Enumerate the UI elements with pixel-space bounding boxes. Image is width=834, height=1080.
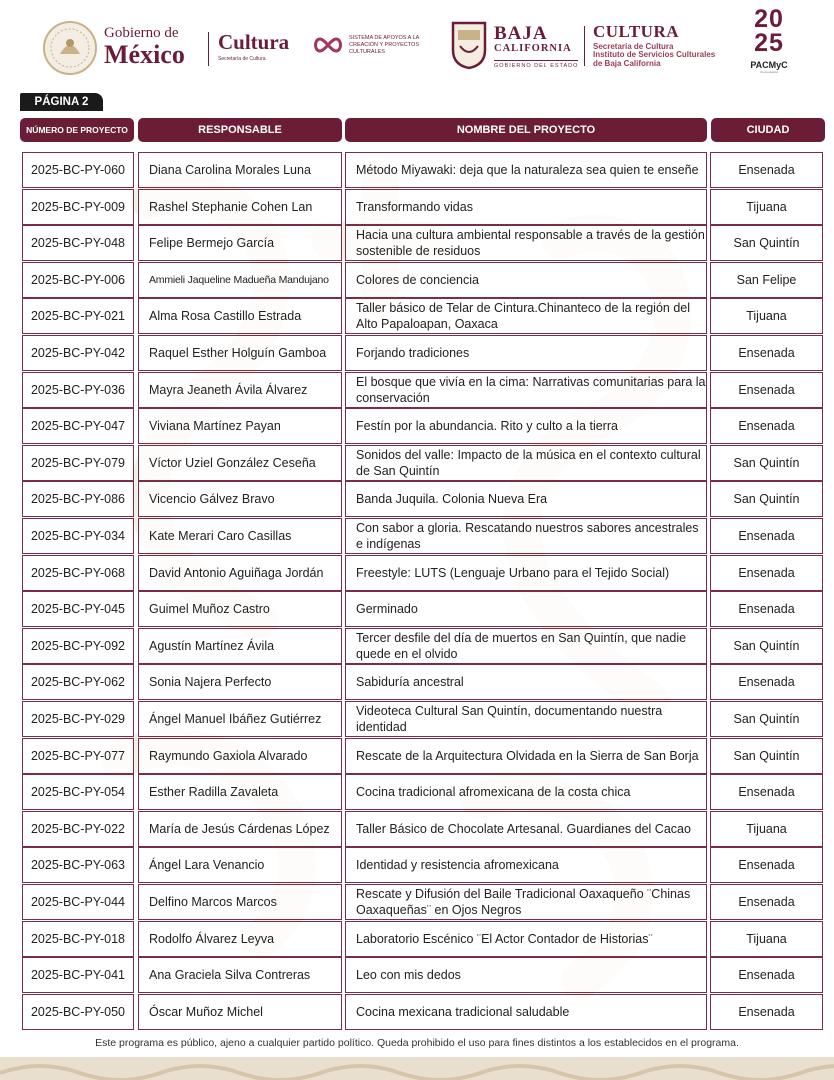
city-cell: Ensenada <box>710 555 823 591</box>
project-id-cell: 2025-BC-PY-068 <box>22 555 134 591</box>
project-name-cell: Rescate y Difusión del Baile Tradicional Oaxaqueño ¨Chinas Oaxaqueñas¨ en Ojos Negros <box>345 884 707 920</box>
table-row <box>0 298 834 334</box>
responsable-cell: Óscar Muñoz Michel <box>138 994 342 1030</box>
table-row <box>0 774 834 810</box>
column-header-nombre: NOMBRE DEL PROYECTO <box>345 118 707 142</box>
city-cell: Ensenada <box>710 664 823 700</box>
mexico-seal-icon <box>42 20 98 76</box>
responsable-cell: Raymundo Gaxiola Alvarado <box>138 738 342 774</box>
city-cell: San Felipe <box>710 262 823 298</box>
city-cell: Ensenada <box>710 408 823 444</box>
cultura-subtitle: Secretaría de Cultura <box>218 56 266 62</box>
table-row <box>0 445 834 481</box>
program-name: PACMyC <box>750 59 788 70</box>
project-name-cell: Colores de conciencia <box>345 262 707 298</box>
project-name-cell: Freestyle: LUTS (Lenguaje Urbano para el Tejido Social) <box>345 555 707 591</box>
gobierno-big: México <box>104 40 185 69</box>
baja-california-logo <box>494 24 578 69</box>
table-row <box>0 847 834 883</box>
project-id-cell: 2025-BC-PY-041 <box>22 957 134 993</box>
project-name-cell: Banda Juquila. Colonia Nueva Era <box>345 481 707 517</box>
project-name-cell: Con sabor a gloria. Rescatando nuestros sabores ancestrales e indígenas <box>345 518 707 554</box>
table-row <box>0 372 834 408</box>
table-row <box>0 481 834 517</box>
project-id-cell: 2025-BC-PY-047 <box>22 408 134 444</box>
project-name-cell: Identidad y resistencia afromexicana <box>345 847 707 883</box>
cultura-bc-line3: de Baja California <box>593 58 661 68</box>
responsable-cell: Delfino Marcos Marcos <box>138 884 342 920</box>
project-name-cell: Leo con mis dedos <box>345 957 707 993</box>
responsable-cell: Viviana Martínez Payan <box>138 408 342 444</box>
project-id-cell: 2025-BC-PY-029 <box>22 701 134 737</box>
table-row <box>0 811 834 847</box>
year-top: 20 <box>754 5 784 33</box>
city-cell: Ensenada <box>710 994 823 1030</box>
column-header-responsable: RESPONSABLE <box>138 118 342 142</box>
city-cell: Ensenada <box>710 591 823 627</box>
responsable-cell: Rodolfo Álvarez Leyva <box>138 921 342 957</box>
project-id-cell: 2025-BC-PY-009 <box>22 189 134 225</box>
responsable-cell: Rashel Stephanie Cohen Lan <box>138 189 342 225</box>
footer-disclaimer: Este programa es público, ajeno a cualquier partido político. Queda prohibido el uso para fines distintos a los establecidos en el programa. <box>95 1037 739 1049</box>
cultura-logo <box>218 32 289 62</box>
project-name-cell: Rescate de la Arquitectura Olvidada en la Sierra de San Borja <box>345 738 707 774</box>
project-name-cell: Tercer desfile del día de muertos en San Quintín, que nadie quede en el olvido <box>345 628 707 664</box>
project-id-cell: 2025-BC-PY-034 <box>22 518 134 554</box>
table-row <box>0 152 834 188</box>
project-id-cell: 2025-BC-PY-060 <box>22 152 134 188</box>
responsable-cell: Felipe Bermejo García <box>138 225 342 261</box>
baja-line1: BAJA <box>494 23 548 44</box>
city-cell: Tijuana <box>710 298 823 334</box>
table-row <box>0 335 834 371</box>
project-id-cell: 2025-BC-PY-006 <box>22 262 134 298</box>
table-row <box>0 738 834 774</box>
infinity-icon <box>312 36 344 54</box>
header-divider <box>208 32 209 66</box>
city-cell: Ensenada <box>710 372 823 408</box>
header-divider-2 <box>584 26 585 66</box>
project-id-cell: 2025-BC-PY-048 <box>22 225 134 261</box>
city-cell: San Quintín <box>710 701 823 737</box>
table-row <box>0 957 834 993</box>
project-name-cell: Taller Básico de Chocolate Artesanal. Guardianes del Cacao <box>345 811 707 847</box>
sistema-apoyos-text: SISTEMA DE APOYOS A LA CREACIÓN Y PROYECTOS CULTURALES <box>349 35 420 55</box>
responsable-cell: Ana Graciela Silva Contreras <box>138 957 342 993</box>
project-id-cell: 2025-BC-PY-045 <box>22 591 134 627</box>
responsable-cell: María de Jesús Cárdenas López <box>138 811 342 847</box>
baja-line3: GOBIERNO DEL ESTADO <box>494 60 578 69</box>
responsable-cell: Diana Carolina Morales Luna <box>138 152 342 188</box>
project-name-cell: Cocina tradicional afromexicana de la costa chica <box>345 774 707 810</box>
table-row <box>0 994 834 1030</box>
project-name-cell: Laboratorio Escénico ¨El Actor Contador de Historias¨ <box>345 921 707 957</box>
responsable-cell: Guimel Muñoz Castro <box>138 591 342 627</box>
project-name-cell: Transformando vidas <box>345 189 707 225</box>
responsable-cell: Mayra Jeaneth Ávila Álvarez <box>138 372 342 408</box>
city-cell: San Quintín <box>710 481 823 517</box>
program-sub: Convocatoria <box>760 69 778 74</box>
project-name-cell: Videoteca Cultural San Quintín, documentando nuestra identidad <box>345 701 707 737</box>
responsable-cell: Kate Merari Caro Casillas <box>138 518 342 554</box>
responsable-cell: Ammieli Jaqueline Madueña Mandujano <box>138 262 342 298</box>
table-row <box>0 189 834 225</box>
gobierno-logo <box>104 26 185 68</box>
baja-line2: CALIFORNIA <box>494 43 572 54</box>
cultura-bc-logo <box>593 23 715 68</box>
responsable-cell: Vicencio Gálvez Bravo <box>138 481 342 517</box>
project-name-cell: Cocina mexicana tradicional saludable <box>345 994 707 1030</box>
responsable-cell: Víctor Uziel González Ceseña <box>138 445 342 481</box>
project-name-cell: Festín por la abundancia. Rito y culto a la tierra <box>345 408 707 444</box>
project-id-cell: 2025-BC-PY-054 <box>22 774 134 810</box>
project-name-cell: El bosque que vivía en la cima: Narrativas comunitarias para la conservación <box>345 372 707 408</box>
table-row <box>0 701 834 737</box>
project-name-cell: Taller básico de Telar de Cintura.Chinanteco de la región del Alto Papaloapan, Oaxaca <box>345 298 707 334</box>
responsable-cell: David Antonio Aguiñaga Jordán <box>138 555 342 591</box>
city-cell: Tijuana <box>710 921 823 957</box>
responsable-cell: Esther Radilla Zavaleta <box>138 774 342 810</box>
city-cell: Ensenada <box>710 152 823 188</box>
project-id-cell: 2025-BC-PY-018 <box>22 921 134 957</box>
table-row <box>0 225 834 261</box>
project-name-cell: Hacia una cultura ambiental responsable a través de la gestión sostenible de residuos <box>345 225 707 261</box>
city-cell: Ensenada <box>710 884 823 920</box>
project-id-cell: 2025-BC-PY-062 <box>22 664 134 700</box>
responsable-cell: Raquel Esther Holguín Gamboa <box>138 335 342 371</box>
table-row <box>0 555 834 591</box>
project-id-cell: 2025-BC-PY-042 <box>22 335 134 371</box>
baja-california-shield-icon <box>450 20 488 70</box>
project-id-cell: 2025-BC-PY-077 <box>22 738 134 774</box>
project-id-cell: 2025-BC-PY-063 <box>22 847 134 883</box>
project-id-cell: 2025-BC-PY-079 <box>22 445 134 481</box>
responsable-cell: Sonia Najera Perfecto <box>138 664 342 700</box>
project-name-cell: Sabiduría ancestral <box>345 664 707 700</box>
column-header-ciudad: CIUDAD <box>711 118 825 142</box>
year-bottom: 25 <box>754 28 784 57</box>
responsable-cell: Ángel Lara Venancio <box>138 847 342 883</box>
city-cell: Tijuana <box>710 189 823 225</box>
table-row <box>0 921 834 957</box>
city-cell: Tijuana <box>710 811 823 847</box>
table-row <box>0 408 834 444</box>
table-row <box>0 518 834 554</box>
city-cell: Ensenada <box>710 335 823 371</box>
responsable-cell: Ángel Manuel Ibáñez Gutiérrez <box>138 701 342 737</box>
responsable-cell: Alma Rosa Castillo Estrada <box>138 298 342 334</box>
cultura-bc-line2: Instituto de Servicios Culturales <box>593 50 716 60</box>
city-cell: Ensenada <box>710 774 823 810</box>
city-cell: San Quintín <box>710 225 823 261</box>
project-id-cell: 2025-BC-PY-086 <box>22 481 134 517</box>
table-row <box>0 664 834 700</box>
project-id-cell: 2025-BC-PY-021 <box>22 298 134 334</box>
table-row <box>0 591 834 627</box>
city-cell: Ensenada <box>710 518 823 554</box>
project-name-cell: Sonidos del valle: Impacto de la música en el contexto cultural de San Quintín <box>345 445 707 481</box>
city-cell: San Quintín <box>710 738 823 774</box>
year-logo <box>748 5 790 74</box>
gobierno-small: Gobierno de <box>104 25 179 41</box>
table-row <box>0 262 834 298</box>
city-cell: Ensenada <box>710 847 823 883</box>
cultura-bc-line1: Secretaría de Cultura <box>593 42 674 51</box>
city-cell: San Quintín <box>710 445 823 481</box>
project-id-cell: 2025-BC-PY-022 <box>22 811 134 847</box>
cultura-bc-title: CULTURA <box>593 22 680 41</box>
page-label: PÁGINA 2 <box>20 93 103 111</box>
responsable-cell: Agustín Martínez Ávila <box>138 628 342 664</box>
footer-decorative-band <box>0 1057 834 1080</box>
city-cell: Ensenada <box>710 957 823 993</box>
project-id-cell: 2025-BC-PY-044 <box>22 884 134 920</box>
table-row <box>0 628 834 664</box>
project-id-cell: 2025-BC-PY-092 <box>22 628 134 664</box>
cultura-title: Cultura <box>218 30 290 54</box>
project-name-cell: Método Miyawaki: deja que la naturaleza sea quien te enseñe <box>345 152 707 188</box>
project-name-cell: Germinado <box>345 591 707 627</box>
project-id-cell: 2025-BC-PY-036 <box>22 372 134 408</box>
column-header-numero: NÚMERO DE PROYECTO <box>20 118 134 142</box>
city-cell: San Quintín <box>710 628 823 664</box>
page-header <box>0 0 834 92</box>
table-row <box>0 884 834 920</box>
project-id-cell: 2025-BC-PY-050 <box>22 994 134 1030</box>
project-name-cell: Forjando tradiciones <box>345 335 707 371</box>
